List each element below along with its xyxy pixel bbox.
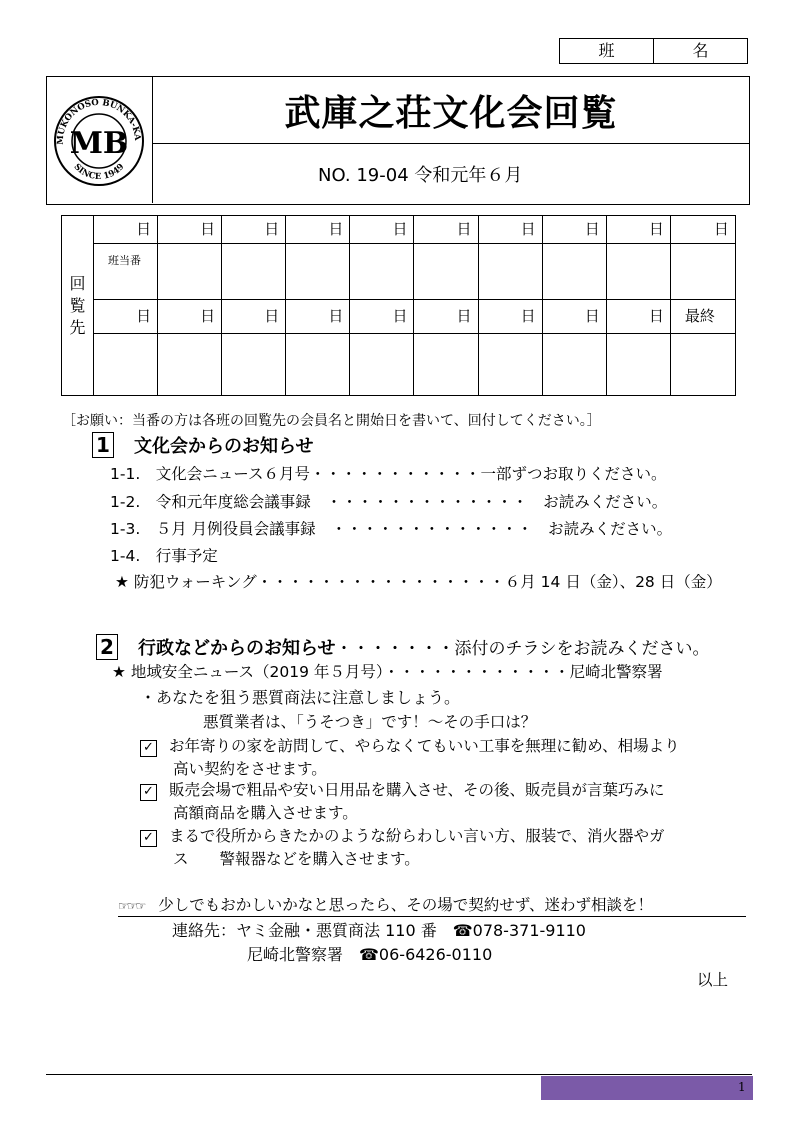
- page-title: 武庫之荘文化会回覧: [153, 77, 749, 144]
- grid-cell: [607, 244, 671, 300]
- svg-text:SINCE 1949: [72, 162, 127, 182]
- section-1-heading: [92, 432, 313, 458]
- grid-cell: [414, 244, 478, 300]
- grid-cell: [286, 334, 350, 395]
- grid-cell: [671, 334, 735, 395]
- header-box: [46, 76, 750, 205]
- grid-cell: 日: [94, 300, 158, 334]
- section-2-number: 2: [96, 634, 118, 660]
- grid-cell: 日: [350, 300, 414, 334]
- fraud-subtitle: 悪質業者は、「うそつき」です！～その手口は？: [203, 713, 537, 731]
- grid-cell: 日: [479, 216, 543, 244]
- contact-line-2: 尼崎北警察署 ☎06-6426-0110: [247, 945, 493, 964]
- request-note: ［お願い：当番の方は各班の回覧先の会員名と開始日を書いて、回付してください。］: [62, 413, 601, 429]
- checkbox-icon: ✓: [140, 784, 157, 801]
- item-1-2: 1-2. 令和元年度総会議事録 ・・・・・・・・・・・・・ お読みください。: [110, 493, 668, 511]
- advice-text: 少しでもおかしいかなと思ったら、その場で契約せず、迷わず相談を！: [158, 896, 654, 914]
- contact-line-1: 連絡先：ヤミ金融・悪質商法 110 番 ☎078-371-9110: [172, 921, 586, 940]
- issue-number: NO. 19-04 令和元年６月: [318, 165, 523, 186]
- grid-row: [94, 300, 735, 334]
- grid-row: [94, 244, 735, 300]
- check-item-1: ✓ お年寄りの家を訪問して、やらなくてもいい工事を無理に勧め、相場より 高い契約をさせます。: [140, 735, 680, 781]
- page-number: 1: [738, 1080, 746, 1094]
- circulation-grid: [94, 216, 735, 395]
- section-2-heading: [96, 634, 709, 660]
- grid-cell: [607, 334, 671, 395]
- grid-cell: [222, 244, 286, 300]
- grid-cell: 日: [222, 300, 286, 334]
- section-2-title-tail: ・・・・・・・添付のチラシをお読みください。: [335, 639, 710, 659]
- circulation-label: 回 覧 先: [62, 216, 94, 395]
- footer-bar: [541, 1076, 753, 1100]
- grid-cell: [543, 334, 607, 395]
- grid-cell: 最終: [671, 300, 735, 334]
- grid-cell: 日: [158, 216, 222, 244]
- advice-line: [118, 893, 746, 917]
- grid-cell: [414, 334, 478, 395]
- grid-cell: 日: [414, 300, 478, 334]
- name-label: 名: [692, 41, 709, 60]
- grid-cell: [671, 244, 735, 300]
- section-2-title: 行政などからのお知らせ: [138, 638, 336, 659]
- han-label: 班: [560, 39, 654, 63]
- logo-ring-top: MUKONOSO BUNKA-KA: [55, 97, 143, 145]
- grid-row: [94, 334, 735, 395]
- event-walking: ★ 防犯ウォーキング・・・・・・・・・・・・・・・・６月 14 日（金）、28 日（金）: [115, 573, 722, 591]
- grid-cell: 日: [607, 216, 671, 244]
- grid-cell: 日: [671, 216, 735, 244]
- section-1-title: 文化会からのお知らせ: [134, 436, 314, 457]
- grid-cell: 日: [286, 300, 350, 334]
- grid-cell: [350, 244, 414, 300]
- grid-cell: 日: [607, 300, 671, 334]
- logo-letters: MB: [69, 126, 129, 161]
- grid-cell: [543, 244, 607, 300]
- grid-cell: [94, 244, 158, 300]
- fraud-warning: ・あなたを狙う悪質商法に注意しましょう。: [140, 688, 461, 707]
- check-item-2: ✓ 販売会場で粗品や安い日用品を購入させ、その後、販売員が言葉巧みに 高額商品を購入させます。: [140, 779, 665, 825]
- grid-cell: 日: [286, 216, 350, 244]
- logo-ring-bottom: SINCE 1949: [71, 162, 127, 183]
- han-toban-label: 班当番: [108, 254, 141, 267]
- han-name-box: [559, 38, 748, 64]
- safety-news: ★ 地域安全ニュース（2019 年５月号）・・・・・・・・・・・・尼崎北警察署: [112, 663, 663, 681]
- logo-cell: [47, 77, 153, 203]
- checkbox-icon: ✓: [140, 740, 157, 757]
- grid-cell: [479, 334, 543, 395]
- item-1-1: 1-1. 文化会ニュース６月号・・・・・・・・・・・一部ずつお取りください。: [110, 465, 667, 483]
- grid-cell: 日: [350, 216, 414, 244]
- section-1-number: 1: [92, 432, 114, 458]
- grid-cell: 日: [222, 216, 286, 244]
- check-item-3: ✓ まるで役所からきたかのような紛らわしい言い方、服装で、消火器やガ ス 警報器などを購入させます。: [140, 825, 665, 871]
- grid-cell: 日: [479, 300, 543, 334]
- grid-cell: 日: [543, 216, 607, 244]
- circulation-table: [61, 215, 736, 396]
- pointing-hands-icon: ☞☞☞: [118, 899, 145, 913]
- mb-logo: [47, 77, 151, 203]
- footer-divider: [46, 1074, 752, 1075]
- grid-row: [94, 216, 735, 244]
- grid-cell: [94, 334, 158, 395]
- grid-cell: [158, 244, 222, 300]
- item-1-4: 1-4. 行事予定: [110, 547, 218, 565]
- grid-cell: [350, 334, 414, 395]
- grid-cell: 日: [94, 216, 158, 244]
- grid-cell: 日: [543, 300, 607, 334]
- end-mark: 以上: [697, 971, 729, 989]
- grid-cell: [286, 244, 350, 300]
- item-1-3: 1-3. ５月 月例役員会議事録 ・・・・・・・・・・・・・ お読みください。: [110, 520, 673, 538]
- grid-cell: 日: [414, 216, 478, 244]
- grid-cell: 日: [158, 300, 222, 334]
- grid-cell: [479, 244, 543, 300]
- checkbox-icon: ✓: [140, 830, 157, 847]
- grid-cell: [222, 334, 286, 395]
- grid-cell: [158, 334, 222, 395]
